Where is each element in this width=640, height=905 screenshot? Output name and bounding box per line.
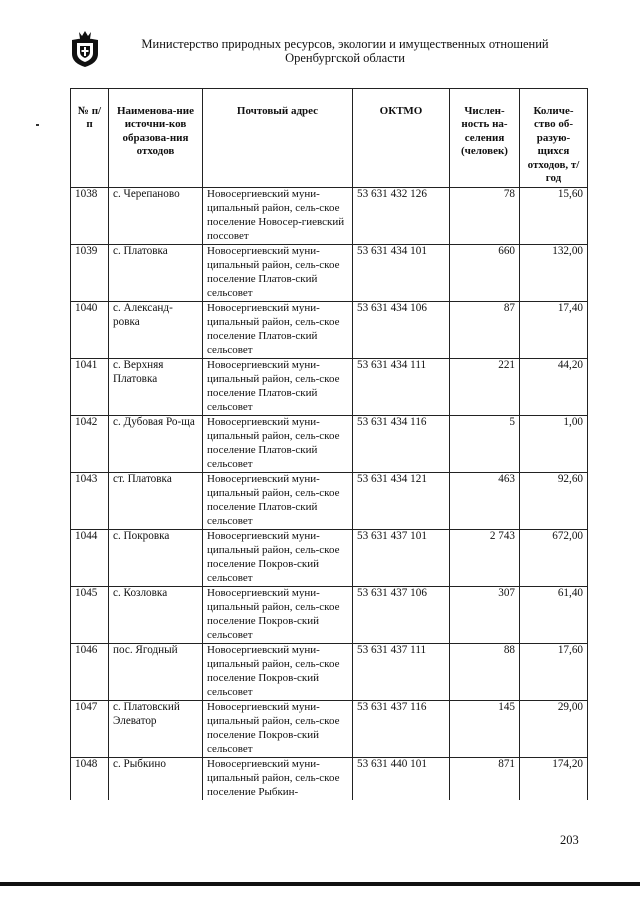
ministry-header-line-2: Оренбургской области [285,51,405,65]
row-number: 1040 [71,302,109,359]
row-population: 221 [450,359,520,416]
row-address: Новосергиевский муни-ципальный район, сель-ское поселение Новосер-гиевский поссовет [203,188,353,245]
row-address: Новосергиевский муни-ципальный район, сель-ское поселение Покров-ский сельсовет [203,530,353,587]
row-population: 463 [450,473,520,530]
table-row [71,758,588,800]
column-header-oktmo: ОКТМО [353,89,450,188]
row-population: 88 [450,644,520,701]
row-number: 1047 [71,701,109,758]
row-number: 1044 [71,530,109,587]
row-address: Новосергиевский муни-ципальный район, сель-ское поселение Рыбкин- [203,758,353,800]
column-header-source: Наименова-ние источни-ков образова-ния отходов [109,89,203,188]
row-quantity: 44,20 [520,359,588,416]
row-oktmo: 53 631 437 101 [353,530,450,587]
row-source: с. Верхняя Платовка [109,359,203,416]
column-header-population: Числен-ность на-селения (человек) [450,89,520,188]
row-number: 1045 [71,587,109,644]
ministry-header-line-1: Министерство природных ресурсов, экологии и имущественных отношений [141,37,549,51]
row-address: Новосергиевский муни-ципальный район, сель-ское поселение Платов-ский сельсовет [203,359,353,416]
table-row [71,416,588,473]
row-population: 78 [450,188,520,245]
table-row [71,188,588,245]
ministry-header [110,37,580,65]
table-row [71,530,588,587]
row-population: 87 [450,302,520,359]
row-oktmo: 53 631 434 106 [353,302,450,359]
row-source: с. Платовка [109,245,203,302]
row-source: с. Рыбкино [109,758,203,800]
row-oktmo: 53 631 437 106 [353,587,450,644]
column-header-address: Почтовый адрес [203,89,353,188]
row-number: 1039 [71,245,109,302]
row-number: 1046 [71,644,109,701]
row-population: 871 [450,758,520,800]
table-row [71,473,588,530]
row-oktmo: 53 631 434 111 [353,359,450,416]
row-quantity: 174,20 [520,758,588,800]
row-population: 2 743 [450,530,520,587]
row-quantity: 17,60 [520,644,588,701]
row-source: с. Козловка [109,587,203,644]
footer-rule [0,882,640,886]
row-population: 145 [450,701,520,758]
row-number: 1038 [71,188,109,245]
row-number: 1048 [71,758,109,800]
row-address: Новосергиевский муни-ципальный район, сель-ское поселение Платов-ский сельсовет [203,473,353,530]
row-population: 5 [450,416,520,473]
table-header-row [71,89,588,188]
row-oktmo: 53 631 437 116 [353,701,450,758]
row-quantity: 61,40 [520,587,588,644]
row-oktmo: 53 631 440 101 [353,758,450,800]
row-quantity: 1,00 [520,416,588,473]
waste-sources-table [70,88,588,800]
row-quantity: 17,40 [520,302,588,359]
row-oktmo: 53 631 434 116 [353,416,450,473]
row-number: 1043 [71,473,109,530]
table-row [71,644,588,701]
row-oktmo: 53 631 432 126 [353,188,450,245]
table-row [71,701,588,758]
row-source: с. Александ-ровка [109,302,203,359]
row-address: Новосергиевский муни-ципальный район, сель-ское поселение Покров-ский сельсовет [203,701,353,758]
row-number: 1042 [71,416,109,473]
row-oktmo: 53 631 434 101 [353,245,450,302]
table-row [71,587,588,644]
row-source: с. Покровка [109,530,203,587]
column-header-quantity: Количе-ство об-разую-щихся отходов, т/год [520,89,588,188]
row-population: 660 [450,245,520,302]
row-address: Новосергиевский муни-ципальный район, сель-ское поселение Платов-ский сельсовет [203,416,353,473]
coat-of-arms-icon [70,30,100,68]
row-quantity: 29,00 [520,701,588,758]
row-address: Новосергиевский муни-ципальный район, сель-ское поселение Платов-ский сельсовет [203,245,353,302]
row-oktmo: 53 631 437 111 [353,644,450,701]
row-quantity: 15,60 [520,188,588,245]
row-quantity: 672,00 [520,530,588,587]
table-row [71,302,588,359]
table-row [71,359,588,416]
row-number: 1041 [71,359,109,416]
row-address: Новосергиевский муни-ципальный район, сель-ское поселение Покров-ский сельсовет [203,644,353,701]
table-row [71,245,588,302]
row-address: Новосергиевский муни-ципальный район, сель-ское поселение Покров-ский сельсовет [203,587,353,644]
row-source: с. Черепаново [109,188,203,245]
row-quantity: 92,60 [520,473,588,530]
row-population: 307 [450,587,520,644]
row-address: Новосергиевский муни-ципальный район, сель-ское поселение Платов-ский сельсовет [203,302,353,359]
row-source: пос. Ягодный [109,644,203,701]
row-source: с. Дубовая Ро-ща [109,416,203,473]
row-source: ст. Платовка [109,473,203,530]
column-header-num: № п/п [71,89,109,188]
row-oktmo: 53 631 434 121 [353,473,450,530]
page-number: 203 [560,833,579,847]
row-source: с. Платовский Элеватор [109,701,203,758]
scan-mark [36,124,39,126]
row-quantity: 132,00 [520,245,588,302]
